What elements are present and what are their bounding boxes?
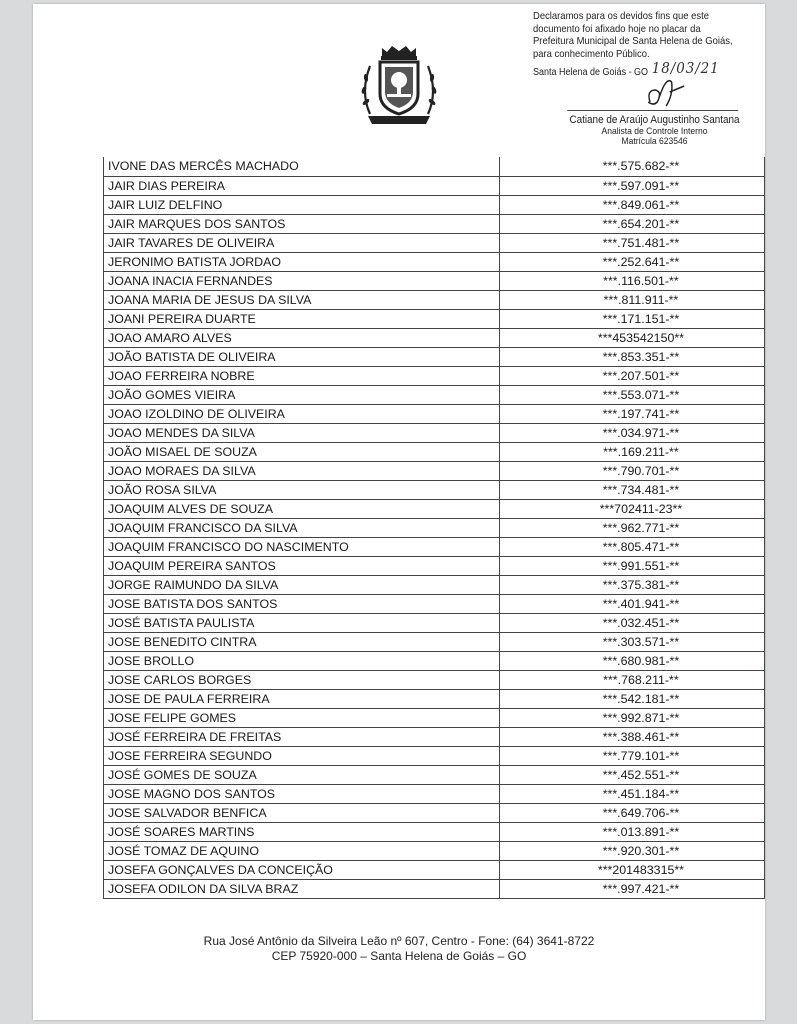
masked-cpf-cell: ***.575.682-**	[499, 157, 764, 176]
masked-cpf-cell: ***.303.571-**	[499, 632, 764, 651]
table-row	[104, 879, 765, 898]
signer-registration: Matrícula 623546	[621, 136, 688, 147]
masked-cpf-cell: ***.751.481-**	[499, 233, 764, 252]
person-name-cell: JOSÉ TOMAZ DE AQUINO	[104, 841, 500, 860]
person-name-cell: JAIR MARQUES DOS SANTOS	[104, 214, 500, 233]
masked-cpf-cell: ***.197.741-**	[499, 404, 764, 423]
person-name-cell: JOAQUIM FRANCISCO DO NASCIMENTO	[104, 537, 500, 556]
table-row	[104, 613, 765, 632]
table-row	[104, 670, 765, 689]
person-name-cell: JOÃO BATISTA DE OLIVEIRA	[104, 347, 500, 366]
person-name-cell: JOAO MENDES DA SILVA	[104, 423, 500, 442]
person-name-cell: JOSE FELIPE GOMES	[104, 708, 500, 727]
municipal-coat-of-arms-icon	[356, 42, 442, 128]
table-row	[104, 195, 765, 214]
table-row	[104, 290, 765, 309]
table-row	[104, 594, 765, 613]
masked-cpf-cell: ***453542150**	[499, 328, 764, 347]
document-page	[33, 4, 765, 1020]
person-name-cell: JOSE SALVADOR BENFICA	[104, 803, 500, 822]
signer-name: Catiane de Araújo Augustinho Santana	[569, 114, 740, 126]
masked-cpf-cell: ***.654.201-**	[499, 214, 764, 233]
person-name-cell: JOSE CARLOS BORGES	[104, 670, 500, 689]
stamp-line: para conhecimento Público.	[533, 47, 650, 60]
person-name-cell: JERONIMO BATISTA JORDAO	[104, 252, 500, 271]
masked-cpf-cell: ***.553.071-**	[499, 385, 764, 404]
footer-city-line: CEP 75920-000 – Santa Helena de Goiás – GO	[271, 949, 527, 963]
person-name-cell: JOAO FERREIRA NOBRE	[104, 366, 500, 385]
masked-cpf-cell: ***.962.771-**	[499, 518, 764, 537]
masked-cpf-cell: ***.849.061-**	[499, 195, 764, 214]
masked-cpf-cell: ***.811.911-**	[499, 290, 764, 309]
table-row	[104, 746, 765, 765]
masked-cpf-cell: ***.597.091-**	[499, 176, 764, 195]
person-name-cell: JOAO MORAES DA SILVA	[104, 461, 500, 480]
masked-cpf-cell: ***.680.981-**	[499, 651, 764, 670]
handwritten-date: 18/03/21	[651, 59, 720, 78]
signer-role: Analista de Controle Interno	[601, 126, 708, 137]
person-name-cell: JOAO AMARO ALVES	[104, 328, 500, 347]
table-row	[104, 822, 765, 841]
posting-certification-stamp	[533, 10, 740, 147]
masked-cpf-cell: ***.375.381-**	[499, 575, 764, 594]
stamp-line: Declaramos para os devidos fins que este	[533, 10, 709, 22]
table-row	[104, 252, 765, 271]
person-name-cell: JAIR TAVARES DE OLIVEIRA	[104, 233, 500, 252]
masked-cpf-cell: ***.171.151-**	[499, 309, 764, 328]
table-row	[104, 176, 765, 195]
table-row	[104, 385, 765, 404]
masked-cpf-cell: ***.853.351-**	[499, 347, 764, 366]
masked-cpf-cell: ***.169.211-**	[499, 442, 764, 461]
masked-cpf-cell: ***201483315**	[499, 860, 764, 879]
table-row	[104, 708, 765, 727]
masked-cpf-cell: ***.032.451-**	[499, 613, 764, 632]
person-name-cell: JAIR DIAS PEREIRA	[104, 176, 500, 195]
masked-cpf-cell: ***.991.551-**	[499, 556, 764, 575]
table-row	[104, 404, 765, 423]
masked-cpf-cell: ***.116.501-**	[499, 271, 764, 290]
person-name-cell: JOSE BROLLO	[104, 651, 500, 670]
table-row	[104, 518, 765, 537]
table-row	[104, 651, 765, 670]
person-name-cell: JOANA INACIA FERNANDES	[104, 271, 500, 290]
handwritten-signature-icon	[630, 72, 702, 112]
table-row	[104, 632, 765, 651]
person-name-cell: IVONE DAS MERCÊS MACHADO	[104, 157, 500, 176]
signature-line	[567, 110, 738, 111]
person-name-cell: JOSEFA GONÇALVES DA CONCEIÇÃO	[104, 860, 500, 879]
person-name-cell: JOSE FERREIRA SEGUNDO	[104, 746, 500, 765]
masked-cpf-cell: ***.388.461-**	[499, 727, 764, 746]
stamp-city: Santa Helena de Goiás - GO	[533, 67, 649, 79]
table-row	[104, 480, 765, 499]
table-row	[104, 537, 765, 556]
person-name-cell: JOÃO GOMES VIEIRA	[104, 385, 500, 404]
masked-cpf-cell: ***.013.891-**	[499, 822, 764, 841]
table-row	[104, 841, 765, 860]
masked-cpf-cell: ***.997.421-**	[499, 879, 764, 898]
person-name-cell: JOAO IZOLDINO DE OLIVEIRA	[104, 404, 500, 423]
table-row	[104, 784, 765, 803]
masked-cpf-cell: ***.992.871-**	[499, 708, 764, 727]
person-name-cell: JOSE BATISTA DOS SANTOS	[104, 594, 500, 613]
masked-cpf-cell: ***.779.101-**	[499, 746, 764, 765]
masked-cpf-cell: ***.734.481-**	[499, 480, 764, 499]
table-row	[104, 461, 765, 480]
table-row	[104, 309, 765, 328]
person-name-cell: JORGE RAIMUNDO DA SILVA	[104, 575, 500, 594]
table-row	[104, 765, 765, 784]
table-row	[104, 575, 765, 594]
table-row	[104, 423, 765, 442]
person-name-cell: JOSÉ SOARES MARTINS	[104, 822, 500, 841]
table-row	[104, 214, 765, 233]
masked-cpf-cell: ***.790.701-**	[499, 461, 764, 480]
person-name-cell: JOSÉ BATISTA PAULISTA	[104, 613, 500, 632]
table-row	[104, 233, 765, 252]
stamp-line: Prefeitura Municipal de Santa Helena de Goiás,	[533, 35, 733, 48]
table-row	[104, 442, 765, 461]
masked-cpf-cell: ***.252.641-**	[499, 252, 764, 271]
table-row	[104, 366, 765, 385]
table-row	[104, 556, 765, 575]
masked-cpf-cell: ***.805.471-**	[499, 537, 764, 556]
person-name-cell: JAIR LUIZ DELFINO	[104, 195, 500, 214]
person-name-cell: JOAQUIM PEREIRA SANTOS	[104, 556, 500, 575]
person-name-cell: JOSÉ FERREIRA DE FREITAS	[104, 727, 500, 746]
person-name-cell: JOSE DE PAULA FERREIRA	[104, 689, 500, 708]
beneficiary-table	[103, 157, 765, 899]
masked-cpf-cell: ***.649.706-**	[499, 803, 764, 822]
table-row	[104, 328, 765, 347]
person-name-cell: JOÃO ROSA SILVA	[104, 480, 500, 499]
masked-cpf-cell: ***.207.501-**	[499, 366, 764, 385]
person-name-cell: JOSEFA ODILON DA SILVA BRAZ	[104, 879, 500, 898]
masked-cpf-cell: ***702411-23**	[499, 499, 764, 518]
masked-cpf-cell: ***.452.551-**	[499, 765, 764, 784]
person-name-cell: JOANI PEREIRA DUARTE	[104, 309, 500, 328]
masked-cpf-cell: ***.401.941-**	[499, 594, 764, 613]
person-name-cell: JOAQUIM ALVES DE SOUZA	[104, 499, 500, 518]
person-name-cell: JOSE MAGNO DOS SANTOS	[104, 784, 500, 803]
masked-cpf-cell: ***.451.184-**	[499, 784, 764, 803]
table-row	[104, 689, 765, 708]
table-row	[104, 157, 765, 176]
table-row	[104, 803, 765, 822]
person-name-cell: JOAQUIM FRANCISCO DA SILVA	[104, 518, 500, 537]
table-row	[104, 271, 765, 290]
masked-cpf-cell: ***.034.971-**	[499, 423, 764, 442]
masked-cpf-cell: ***.542.181-**	[499, 689, 764, 708]
masked-cpf-cell: ***.768.211-**	[499, 670, 764, 689]
table-row	[104, 347, 765, 366]
person-name-cell: JOSE BENEDITO CINTRA	[104, 632, 500, 651]
masked-cpf-cell: ***.920.301-**	[499, 841, 764, 860]
person-name-cell: JOSÉ GOMES DE SOUZA	[104, 765, 500, 784]
table-row	[104, 499, 765, 518]
person-name-cell: JOÃO MISAEL DE SOUZA	[104, 442, 500, 461]
table-row	[104, 727, 765, 746]
person-name-cell: JOANA MARIA DE JESUS DA SILVA	[104, 290, 500, 309]
page-footer	[33, 934, 765, 964]
footer-address: Rua José Antônio da Silveira Leão nº 607, Centro - Fone: (64) 3641-8722	[203, 934, 595, 948]
table-row	[104, 860, 765, 879]
stamp-line: documento foi afixado hoje no placar da	[533, 22, 701, 35]
